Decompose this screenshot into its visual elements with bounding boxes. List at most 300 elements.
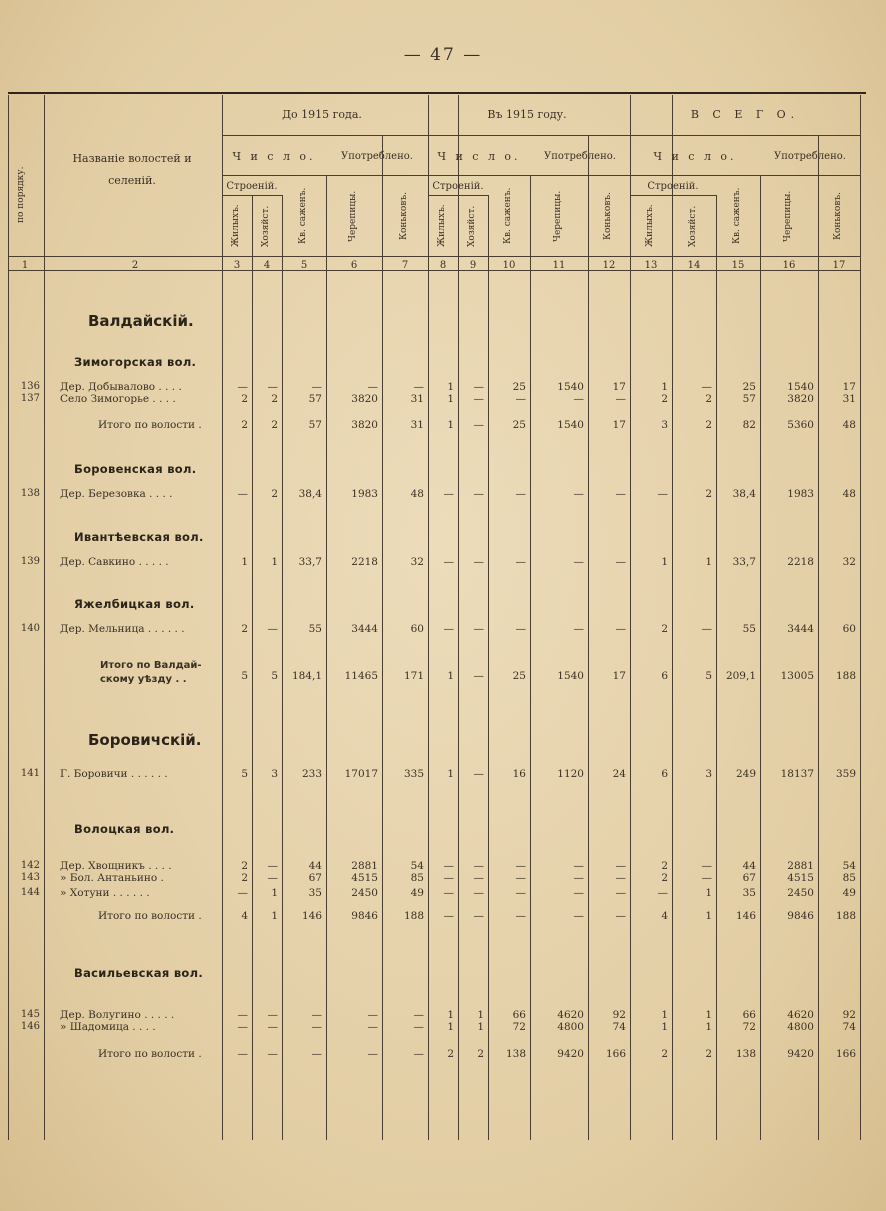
- cell-value: 1: [705, 1009, 712, 1021]
- cell-value: —: [413, 1021, 424, 1033]
- cell-value: 72: [742, 1021, 756, 1033]
- cell-value: —: [311, 381, 322, 393]
- cell-value: 85: [410, 872, 424, 884]
- column-line: [588, 135, 589, 1140]
- column-number: 10: [502, 260, 516, 271]
- header-group-in-1915: Въ 1915 году.: [487, 108, 567, 121]
- cell-value: —: [615, 623, 626, 635]
- cell-value: 4515: [351, 872, 378, 884]
- column-number: 12: [602, 260, 616, 271]
- cell-value: —: [615, 488, 626, 500]
- cell-value: —: [443, 556, 454, 568]
- cell-value: —: [311, 1021, 322, 1033]
- cell-value: 6: [661, 768, 668, 780]
- column-number: 14: [687, 260, 701, 271]
- cell-value: —: [237, 887, 248, 899]
- row-number: 139: [20, 556, 40, 567]
- cell-value: —: [473, 910, 484, 922]
- row-number: 143: [20, 872, 40, 883]
- cell-value: 38,4: [298, 488, 322, 500]
- cell-value: —: [515, 860, 526, 872]
- cell-value: 3820: [787, 393, 814, 405]
- cell-value: 3444: [787, 623, 814, 635]
- header-stroeniy: Строеній.: [226, 181, 278, 192]
- cell-value: 1: [447, 1021, 454, 1033]
- column-line: [860, 95, 861, 1140]
- cell-value: 171: [403, 670, 424, 682]
- cell-value: 1: [661, 381, 668, 393]
- volost-heading: Боровенская вол.: [74, 462, 197, 476]
- header-line: [222, 175, 860, 176]
- header-line: [222, 195, 282, 196]
- cell-value: —: [701, 623, 712, 635]
- cell-value: 2881: [787, 860, 814, 872]
- cell-value: —: [515, 393, 526, 405]
- cell-value: 25: [512, 381, 526, 393]
- cell-value: 35: [308, 887, 322, 899]
- header-col-4: Черепицы.: [553, 190, 563, 242]
- cell-value: 249: [735, 768, 756, 780]
- cell-value: 2: [705, 488, 712, 500]
- cell-value: 33,7: [732, 556, 756, 568]
- cell-value: 146: [735, 910, 756, 922]
- cell-value: —: [311, 1048, 322, 1060]
- volost-heading: Волоцкая вол.: [74, 822, 175, 836]
- table-row: [0, 768, 886, 780]
- cell-value: —: [267, 381, 278, 393]
- cell-value: 188: [835, 670, 856, 682]
- cell-value: 17017: [344, 768, 378, 780]
- cell-value: 2: [705, 393, 712, 405]
- cell-value: 1: [447, 419, 454, 431]
- cell-value: —: [515, 887, 526, 899]
- uezd-total-row: [0, 660, 886, 690]
- settlement-name: Итого по волости .: [98, 910, 202, 922]
- cell-value: 188: [835, 910, 856, 922]
- cell-value: —: [473, 488, 484, 500]
- cell-value: 17: [612, 419, 626, 431]
- header-col-4: Черепицы.: [348, 190, 358, 242]
- district-heading: Боровичскій.: [88, 731, 202, 749]
- cell-value: —: [267, 623, 278, 635]
- cell-value: —: [515, 556, 526, 568]
- cell-value: —: [573, 887, 584, 899]
- cell-value: 17: [612, 381, 626, 393]
- cell-value: —: [573, 860, 584, 872]
- header-col-1: Жилыхъ.: [231, 204, 241, 248]
- header-col-5: Коньковъ.: [399, 192, 409, 240]
- cell-value: 3444: [351, 623, 378, 635]
- cell-value: —: [443, 887, 454, 899]
- cell-value: 138: [505, 1048, 526, 1060]
- cell-value: 48: [842, 419, 856, 431]
- cell-value: 359: [835, 768, 856, 780]
- district-heading: Валдайскій.: [88, 312, 194, 330]
- cell-value: 5: [241, 768, 248, 780]
- cell-value: 1: [241, 556, 248, 568]
- cell-value: 2: [661, 872, 668, 884]
- column-number: 3: [233, 260, 241, 271]
- row-number: 141: [20, 768, 40, 779]
- cell-value: 2: [271, 488, 278, 500]
- row-number: 140: [20, 623, 40, 634]
- column-number: 15: [731, 260, 745, 271]
- cell-value: 17: [612, 670, 626, 682]
- table-row: [0, 860, 886, 872]
- column-line: [44, 95, 45, 1140]
- cell-value: 57: [308, 393, 322, 405]
- cell-value: 3: [661, 419, 668, 431]
- cell-value: 1: [705, 910, 712, 922]
- column-number: 7: [401, 260, 409, 271]
- header-names: Названіе волостей и селеній.: [72, 152, 192, 187]
- cell-value: 31: [410, 419, 424, 431]
- settlement-name: » Хотуни . . . . . .: [60, 887, 150, 899]
- table-row: [0, 556, 886, 568]
- settlement-name: » Шадомица . . . .: [60, 1021, 156, 1033]
- header-stroeniy: Строеній.: [647, 181, 699, 192]
- cell-value: 4: [241, 910, 248, 922]
- header-col-4: Черепицы.: [783, 190, 793, 242]
- cell-value: —: [657, 488, 668, 500]
- cell-value: —: [367, 1021, 378, 1033]
- table-row: [0, 381, 886, 393]
- settlement-name: Дер. Волугино . . . . .: [60, 1009, 175, 1021]
- cell-value: 1983: [351, 488, 378, 500]
- cell-value: 54: [842, 860, 856, 872]
- cell-value: 2: [661, 1048, 668, 1060]
- cell-value: 1: [447, 670, 454, 682]
- cell-value: 32: [410, 556, 424, 568]
- cell-value: 2: [241, 872, 248, 884]
- cell-value: 11465: [344, 670, 378, 682]
- column-line: [428, 95, 429, 1140]
- cell-value: 31: [410, 393, 424, 405]
- cell-value: 1: [661, 556, 668, 568]
- settlement-name: Дер. Березовка . . . .: [60, 488, 173, 500]
- cell-value: 2450: [351, 887, 378, 899]
- column-number: 9: [469, 260, 477, 271]
- cell-value: 82: [742, 419, 756, 431]
- cell-value: 2: [241, 393, 248, 405]
- header-line: [630, 195, 716, 196]
- cell-value: —: [473, 623, 484, 635]
- cell-value: 67: [308, 872, 322, 884]
- header-col-1: Жилыхъ.: [437, 204, 447, 248]
- cell-value: 9846: [787, 910, 814, 922]
- cell-value: 33,7: [298, 556, 322, 568]
- column-number: 5: [300, 260, 308, 271]
- cell-value: 9420: [787, 1048, 814, 1060]
- cell-value: 25: [512, 419, 526, 431]
- cell-value: —: [267, 860, 278, 872]
- cell-value: —: [367, 1048, 378, 1060]
- header-stroeniy: Строеній.: [432, 181, 484, 192]
- cell-value: 4: [661, 910, 668, 922]
- cell-value: 1: [705, 1021, 712, 1033]
- table-row: [0, 488, 886, 500]
- cell-value: —: [237, 1009, 248, 1021]
- cell-value: 1: [661, 1009, 668, 1021]
- header-col-2: Хозяйст.: [467, 205, 477, 247]
- row-number: 136: [20, 381, 40, 392]
- table-row: [0, 393, 886, 405]
- uezd-total-label: скому уѣзду . .: [100, 674, 187, 685]
- cell-value: —: [573, 556, 584, 568]
- cell-value: —: [657, 887, 668, 899]
- header-col-1: Жилыхъ.: [645, 204, 655, 248]
- cell-value: 166: [835, 1048, 856, 1060]
- cell-value: —: [573, 623, 584, 635]
- cell-value: 5: [241, 670, 248, 682]
- cell-value: 72: [512, 1021, 526, 1033]
- cell-value: 1: [705, 556, 712, 568]
- cell-value: 17: [842, 381, 856, 393]
- cell-value: 1: [271, 887, 278, 899]
- cell-value: —: [615, 872, 626, 884]
- header-col-2: Хозяйст.: [261, 205, 271, 247]
- cell-value: —: [473, 860, 484, 872]
- cell-value: —: [701, 872, 712, 884]
- cell-value: 74: [842, 1021, 856, 1033]
- cell-value: —: [473, 381, 484, 393]
- cell-value: 2450: [787, 887, 814, 899]
- cell-value: 49: [842, 887, 856, 899]
- cell-value: —: [473, 393, 484, 405]
- cell-value: 1: [447, 381, 454, 393]
- header-upotrebleno: Употреблено.: [341, 151, 413, 162]
- cell-value: —: [237, 381, 248, 393]
- table-row: [0, 872, 886, 884]
- cell-value: —: [267, 1009, 278, 1021]
- header-chislo: Ч и с л о.: [653, 150, 737, 163]
- cell-value: —: [701, 381, 712, 393]
- cell-value: —: [237, 488, 248, 500]
- cell-value: 4515: [787, 872, 814, 884]
- cell-value: 335: [403, 768, 424, 780]
- cell-value: 66: [742, 1009, 756, 1021]
- cell-value: 32: [842, 556, 856, 568]
- header-col-2: Хозяйст.: [688, 205, 698, 247]
- cell-value: 1: [705, 887, 712, 899]
- cell-value: —: [615, 556, 626, 568]
- cell-value: 24: [612, 768, 626, 780]
- column-line: [458, 95, 459, 1140]
- cell-value: 85: [842, 872, 856, 884]
- cell-value: —: [473, 556, 484, 568]
- cell-value: 1983: [787, 488, 814, 500]
- cell-value: 2: [661, 860, 668, 872]
- cell-value: —: [473, 768, 484, 780]
- table-row: [0, 623, 886, 635]
- header-upotrebleno: Употреблено.: [774, 151, 846, 162]
- cell-value: 1: [447, 1009, 454, 1021]
- cell-value: —: [515, 488, 526, 500]
- cell-value: 3820: [351, 419, 378, 431]
- total-row: [0, 419, 886, 431]
- total-row: [0, 1048, 886, 1060]
- header-upotrebleno: Употреблено.: [544, 151, 616, 162]
- total-row: [0, 910, 886, 922]
- cell-value: 138: [735, 1048, 756, 1060]
- cell-value: 13005: [780, 670, 814, 682]
- volost-heading: Васильевская вол.: [74, 966, 204, 980]
- cell-value: —: [443, 860, 454, 872]
- cell-value: —: [615, 910, 626, 922]
- header-group-before-1915: До 1915 года.: [282, 108, 362, 121]
- row-number: 146: [20, 1021, 40, 1032]
- cell-value: 5360: [787, 419, 814, 431]
- volost-heading: Зимогорская вол.: [74, 355, 197, 369]
- row-number: 138: [20, 488, 40, 499]
- cell-value: 2218: [787, 556, 814, 568]
- settlement-name: Дер. Мельница . . . . . .: [60, 623, 185, 635]
- cell-value: 1540: [557, 670, 584, 682]
- cell-value: 67: [742, 872, 756, 884]
- cell-value: 55: [742, 623, 756, 635]
- cell-value: 1: [271, 556, 278, 568]
- cell-value: —: [573, 872, 584, 884]
- cell-value: 1: [271, 910, 278, 922]
- cell-value: —: [267, 1021, 278, 1033]
- column-line: [382, 135, 383, 1140]
- header-chislo: Ч и с л о.: [232, 150, 316, 163]
- cell-value: —: [615, 393, 626, 405]
- cell-value: —: [311, 1009, 322, 1021]
- cell-value: —: [515, 623, 526, 635]
- cell-value: 92: [612, 1009, 626, 1021]
- cell-value: —: [573, 910, 584, 922]
- cell-value: 2: [705, 419, 712, 431]
- cell-value: —: [367, 1009, 378, 1021]
- row-number: 137: [20, 393, 40, 404]
- cell-value: 92: [842, 1009, 856, 1021]
- page-number: — 47 —: [403, 45, 483, 65]
- cell-value: 4620: [557, 1009, 584, 1021]
- cell-value: 16: [512, 768, 526, 780]
- cell-value: —: [443, 488, 454, 500]
- cell-value: 1: [477, 1009, 484, 1021]
- table-row: [0, 1021, 886, 1033]
- cell-value: —: [237, 1021, 248, 1033]
- header-group-total: В С Е Г О.: [690, 108, 800, 121]
- cell-value: 2: [241, 419, 248, 431]
- cell-value: 5: [705, 670, 712, 682]
- cell-value: 3820: [351, 393, 378, 405]
- column-line: [672, 95, 673, 1140]
- cell-value: —: [573, 488, 584, 500]
- cell-value: 1540: [557, 419, 584, 431]
- top-rule: [8, 92, 866, 94]
- cell-value: 44: [308, 860, 322, 872]
- column-number: 16: [782, 260, 796, 271]
- settlement-name: Дер. Савкино . . . . .: [60, 556, 169, 568]
- cell-value: 44: [742, 860, 756, 872]
- column-number: 2: [131, 260, 139, 271]
- cell-value: 1: [661, 1021, 668, 1033]
- cell-value: 35: [742, 887, 756, 899]
- row-number: 142: [20, 860, 40, 871]
- volost-heading: Ивантѣевская вол.: [74, 530, 204, 544]
- cell-value: 60: [842, 623, 856, 635]
- cell-value: 4620: [787, 1009, 814, 1021]
- column-number: 1: [21, 260, 29, 271]
- cell-value: 166: [605, 1048, 626, 1060]
- settlement-name: Итого по волости .: [98, 1048, 202, 1060]
- cell-value: —: [473, 872, 484, 884]
- cell-value: 66: [512, 1009, 526, 1021]
- cell-value: 48: [842, 488, 856, 500]
- header-col-3: Кв. саженъ.: [503, 187, 513, 245]
- cell-value: —: [473, 670, 484, 682]
- row-number: 145: [20, 1009, 40, 1020]
- cell-value: 2: [661, 393, 668, 405]
- cell-value: —: [701, 860, 712, 872]
- cell-value: 49: [410, 887, 424, 899]
- table-row: [0, 887, 886, 899]
- cell-value: 18137: [780, 768, 814, 780]
- cell-value: 9420: [557, 1048, 584, 1060]
- volost-heading: Яжелбицкая вол.: [74, 597, 195, 611]
- cell-value: 55: [308, 623, 322, 635]
- cell-value: —: [367, 381, 378, 393]
- cell-value: —: [413, 381, 424, 393]
- column-line: [530, 175, 531, 1140]
- cell-value: —: [443, 623, 454, 635]
- cell-value: —: [267, 872, 278, 884]
- column-line: [222, 95, 223, 1140]
- cell-value: 1: [447, 393, 454, 405]
- cell-value: 1540: [557, 381, 584, 393]
- cell-value: 184,1: [291, 670, 322, 682]
- settlement-name: Дер. Добываловo . . . .: [60, 381, 182, 393]
- cell-value: —: [573, 393, 584, 405]
- cell-value: 2881: [351, 860, 378, 872]
- cell-value: —: [413, 1009, 424, 1021]
- cell-value: 54: [410, 860, 424, 872]
- cell-value: 2: [705, 1048, 712, 1060]
- cell-value: 3: [271, 768, 278, 780]
- settlement-name: Г. Боровичи . . . . . .: [60, 768, 168, 780]
- settlement-name: Село Зимогорье . . . .: [60, 393, 176, 405]
- cell-value: —: [413, 1048, 424, 1060]
- cell-value: 209,1: [725, 670, 756, 682]
- cell-value: 1: [477, 1021, 484, 1033]
- cell-value: 57: [308, 419, 322, 431]
- cell-value: 6: [661, 670, 668, 682]
- column-number: 6: [350, 260, 358, 271]
- cell-value: —: [473, 419, 484, 431]
- column-number: 4: [263, 260, 271, 271]
- cell-value: 2218: [351, 556, 378, 568]
- settlement-name: Дер. Хвощникъ . . . .: [60, 860, 172, 872]
- column-number: 11: [552, 260, 566, 271]
- cell-value: 1120: [557, 768, 584, 780]
- column-line: [326, 175, 327, 1140]
- cell-value: —: [615, 887, 626, 899]
- cell-value: 3: [705, 768, 712, 780]
- cell-value: —: [443, 910, 454, 922]
- cell-value: 2: [447, 1048, 454, 1060]
- cell-value: 2: [241, 860, 248, 872]
- cell-value: 4800: [787, 1021, 814, 1033]
- cell-value: —: [615, 860, 626, 872]
- column-number: 17: [832, 260, 846, 271]
- header-row-number: по порядку.: [16, 166, 26, 224]
- cell-value: 4800: [557, 1021, 584, 1033]
- cell-value: —: [515, 910, 526, 922]
- cell-value: 38,4: [732, 488, 756, 500]
